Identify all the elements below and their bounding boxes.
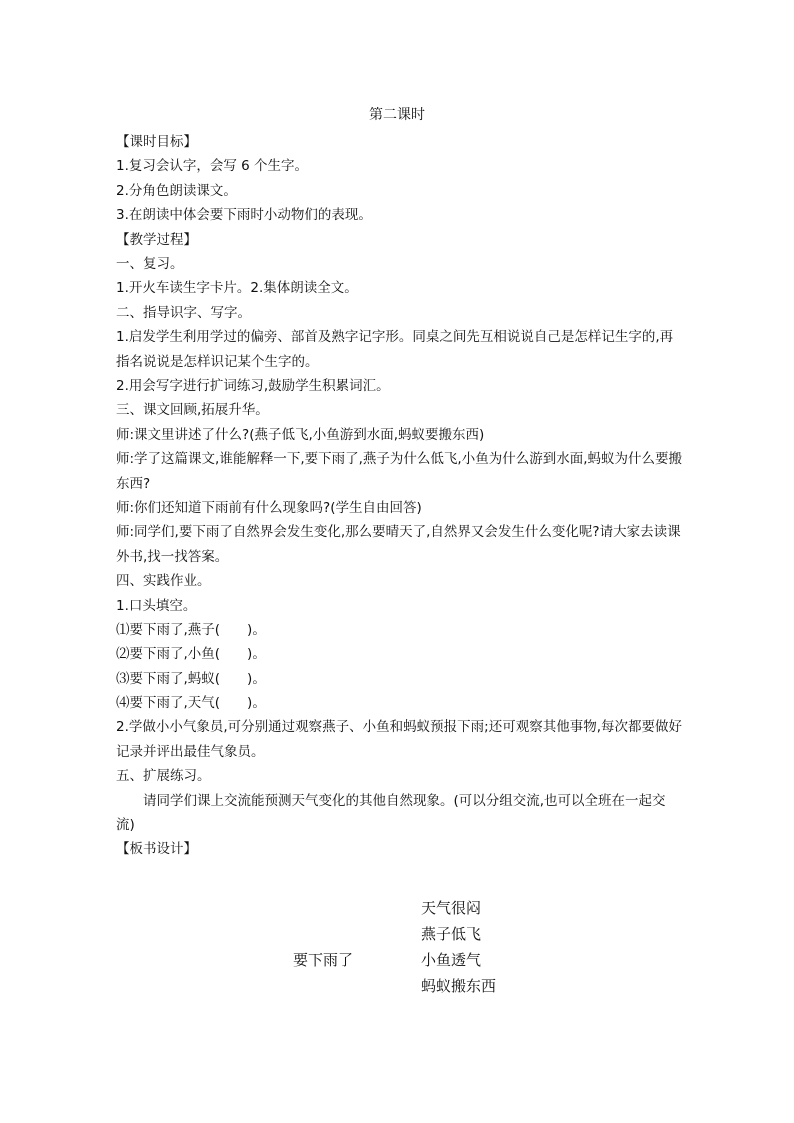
recap-line-2: 师:学了这篇课文,谁能解释一下,要下雨了,燕子为什么低飞,小鱼为什么游到水面,蚂蚁为什么要搬东西? [116,451,683,492]
goals-header: 【课时目标】 [116,134,197,150]
process-header: 【教学过程】 [116,231,197,248]
board-item: 天气很闷 [421,899,482,917]
board-item: 燕子低飞 [421,925,482,943]
extend-text: 请同学们课上交流能预测天气变化的其他自然现象。(可以分组交流,也可以全班在一起交流) [116,792,666,834]
blank-item: ⑷要下雨了,天气( )。 [116,695,266,712]
practice-header: 四、实践作业。 [116,573,211,590]
board-item: 小鱼透气 [421,951,482,969]
board-header: 【板书设计】 [116,841,197,858]
board-main-topic: 要下雨了 [293,951,354,969]
goal-item: 1.复习会认字，会写 6 个生字。 [116,158,309,175]
writing-header: 二、指导识字、写字。 [116,304,251,321]
recap-line-1: 师:课文里讲述了什么?(燕子低飞,小鱼游到水面,蚂蚁要搬东西) [116,426,485,443]
page-title: 第二课时 [369,107,425,123]
extend-header: 五、扩展练习。 [116,768,211,785]
writing-step-1: 1.启发学生利用学过的偏旁、部首及熟字记字形。同桌之间先互相说说自己是怎样记生字的,再指名说说是怎样识记某个生字的。 [116,329,674,370]
blank-item: ⑵要下雨了,小鱼( )。 [116,646,266,663]
recap-line-3: 师:你们还知道下雨前有什么现象吗?(学生自由回答) [116,499,422,516]
review-line: 1.开火车读生字卡片。2.集体朗读全文。 [116,280,358,297]
practice-item-2: 2.学做小小气象员,可分别通过观察燕子、小鱼和蚂蚁预报下雨;还可观察其他事物,每次都要做好记录并评出最佳气象员。 [116,719,683,760]
recap-line-4: 师:同学们,要下雨了自然界会发生变化,那么要晴天了,自然界又会发生什么变化呢?请大家去读课外书,找一找答案。 [116,524,681,565]
board-item: 蚂蚁搬东西 [421,977,497,995]
recap-header: 三、课文回顾,拓展升华。 [116,402,269,419]
practice-item-1: 1.口头填空。 [116,597,197,614]
writing-step-2: 2.用会写字进行扩词练习,鼓励学生积累词汇。 [116,377,390,394]
goal-item: 2.分角色朗读课文。 [116,182,237,199]
goal-item: 3.在朗读中体会要下雨时小动物们的表现。 [116,207,372,224]
blank-item: ⑴要下雨了,燕子( )。 [116,621,266,638]
blank-item: ⑶要下雨了,蚂蚁( )。 [116,670,266,687]
review-header: 一、复习。 [116,255,184,272]
